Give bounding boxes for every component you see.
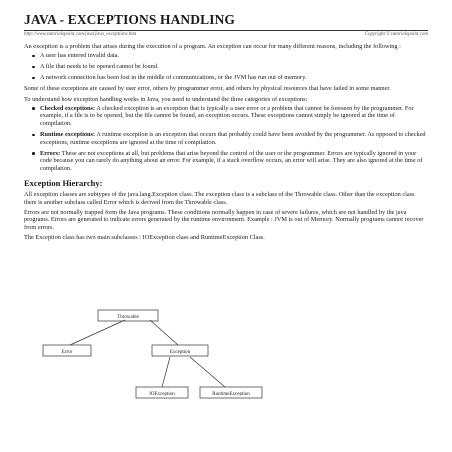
copyright: Copyright © tutorialspoint.com bbox=[364, 32, 428, 37]
node-error: Error bbox=[61, 350, 73, 355]
list-item: A file that needs to be opened cannot be found. bbox=[40, 63, 428, 70]
edge-exception-ioexception bbox=[162, 357, 170, 387]
hierarchy-paragraph-2: Errors are not normally trapped form the Java programs. These conditions normally happen in case of severe failures, which are not handled by the java programs. Errors are generated to indicate errors generated by the runtime environment. Example : JVM is out of Memory. Normally programs cannot recover from errors. bbox=[24, 209, 424, 231]
category-term: Errors: bbox=[40, 149, 61, 157]
category-text: These are not exceptions at all, but problems that arise beyond the control of the user or the programmer. Errors are typically ignored in your code because you can rarely do anything about an error. For example, if a stack overflow occurs, an error will arise. They are also ignored at the time of compilation. bbox=[40, 149, 423, 172]
causes-paragraph: Some of these exceptions are caused by user error, others by programmer error, and others by physical resources that have failed in some manner. bbox=[24, 85, 391, 93]
node-runtime: RuntimeException bbox=[212, 392, 250, 397]
edge-exception-runtime bbox=[190, 357, 225, 387]
node-exception: Exception bbox=[169, 350, 191, 355]
hierarchy-paragraph-1: All exception classes are subtypes of the java.lang.Exception class. The exception class is a subclass of the Throwable class. Other than the exception class there is another subclass called Error which is derived from the Throwable class. bbox=[24, 191, 415, 206]
section-heading: Exception Hierarchy: bbox=[24, 178, 103, 189]
node-throwable: Throwable bbox=[117, 315, 139, 320]
node-ioexception: IOException bbox=[149, 392, 175, 397]
edge-throwable-exception bbox=[150, 320, 178, 345]
source-url: http://www.tutorialspoint.com/java/java_exceptions.htm bbox=[24, 32, 137, 37]
edge-throwable-error bbox=[70, 320, 125, 345]
hierarchy-paragraph-3: The Exception class has two main subclasses : IOException class and RuntimeException Class. bbox=[24, 234, 265, 242]
category-text: A checked exception is an exception that is typically a user error or a problem that cannot be foreseen by the programmer. For example, if a file is to be opened, but the file cannot be found, an exception occurs. These exceptions cannot simply be ignored at the time of compilation. bbox=[40, 104, 414, 127]
list-item: A user has entered invalid data. bbox=[40, 52, 428, 59]
page-title: JAVA - EXCEPTIONS HANDLING bbox=[24, 12, 236, 27]
category-term: Runtime exceptions: bbox=[40, 131, 96, 139]
intro-paragraph: An exception is a problem that arises during the execution of a program. An exception can occur for many different reasons, including the following : bbox=[24, 43, 401, 50]
list-item: A network connection has been lost in the middle of communications, or the JVM has run out of memory. bbox=[40, 74, 428, 81]
category-term: Checked exceptions: bbox=[40, 104, 96, 112]
category-text: A runtime exception is an exception that occurs that probably could have been avoided by the programmer. As opposed to checked exceptions, runtime exceptions are ignored at the time of compilation. bbox=[40, 131, 426, 146]
categories-intro: To understand how exception handling works in Java, you need to understand the three categories of exceptions: bbox=[24, 95, 308, 103]
